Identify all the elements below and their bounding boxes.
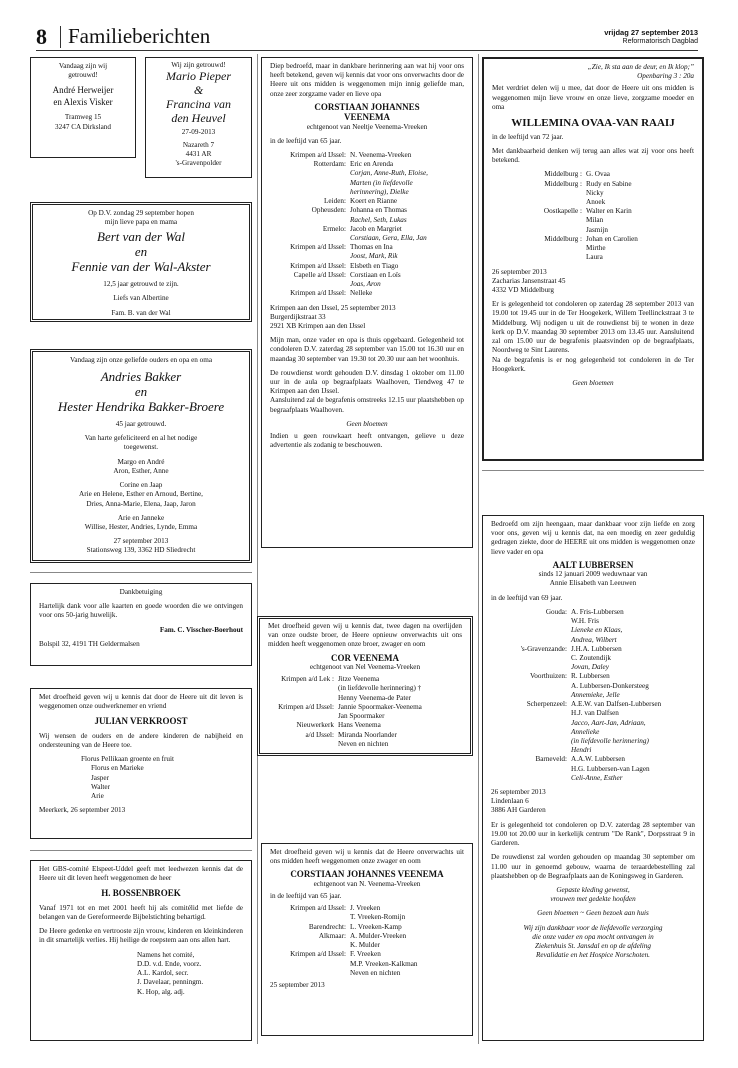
- deceased-name: VEENEMA: [343, 112, 390, 123]
- address-line: Zacharias Jansenstraat 45: [492, 276, 566, 285]
- deceased-name: AALT LUBBERSEN: [552, 559, 634, 570]
- marriage-announcement-pieper: [145, 57, 252, 178]
- couple-name: Francina van: [166, 96, 231, 111]
- ad-text: Met verdriet delen wij u mee, dat door de Heere uit ons midden is weggenomen mijn lieve vrouw en onze lieve, zorgzame moeder en oma: [492, 84, 694, 111]
- family-names: R. Lubbersen A. Lubbersen-Donkersteeg: [571, 672, 649, 690]
- family-names: Corstiaan en Loïs: [350, 270, 401, 279]
- family-names: Rudy en Sabine Nicky Anoek: [586, 179, 632, 207]
- family-member-group: [571, 672, 695, 700]
- thanks-note: die onze vader en opa mocht ontvangen in: [532, 932, 654, 941]
- bible-reference: Openbaring 3 : 20a: [637, 72, 694, 81]
- family-member-group: [571, 608, 695, 645]
- family-names: Thomas en Ina: [350, 243, 393, 252]
- family-member-group: [350, 243, 464, 261]
- thank-you-notice-visscher: [30, 583, 252, 666]
- family-member-group: [338, 703, 462, 721]
- family-place: Nieuwerkerk a/d IJssel:: [296, 721, 334, 739]
- family-names: J. Vreeken T. Vreeken-Romijn: [350, 904, 406, 922]
- age-line: in de leeftijd van 69 jaar.: [491, 593, 563, 602]
- ad-text: De rouwdienst zal worden gehouden op maandag 30 september om 11.00 uur in genoemd gebouw, waarna de teraardebestelling zal plaatshebben op de Begraafplaats aan de Koningsweg in Garderen.: [491, 853, 695, 880]
- family-list: [492, 170, 694, 262]
- couple-name: Fennie van der Wal-Akster: [71, 259, 211, 275]
- family-member-group: [350, 923, 464, 932]
- conjunction: en: [134, 244, 148, 260]
- flowers-note: Geen bloemen: [346, 419, 388, 428]
- death-notice-cor-veenema: [257, 616, 473, 756]
- family-place: Krimpen a/d IJssel:: [278, 702, 334, 711]
- address-line: 's-Gravenpolder: [175, 159, 222, 168]
- ad-text: Hartelijk dank voor alle kaarten en goede woorden die we ontvingen voor ons 50-jarig huwelijk.: [39, 602, 243, 620]
- address-line: Nazareth 7: [182, 140, 215, 149]
- place-date: Krimpen aan den IJssel, 25 september 2013: [270, 303, 396, 312]
- family-member-group: [350, 950, 464, 978]
- death-notice-veenema-family: [261, 57, 473, 548]
- marriage-announcement-herweijer: [30, 57, 136, 158]
- deceased-name: COR VEENEMA: [330, 652, 400, 663]
- address-line: Stationsweg 139, 3362 HD Sliedrecht: [86, 546, 196, 555]
- death-notice-veenema-in-laws: [261, 843, 473, 1036]
- family-member-group: [338, 721, 462, 749]
- thanks-note: Wij zijn dankbaar voor de liefdevolle verzorging: [523, 923, 663, 932]
- family-names: A. Mulder-Vreeken K. Mulder: [350, 931, 407, 950]
- ad-text: Wij zijn getrouwd!: [171, 61, 226, 69]
- family-names: A.E.W. van Dalfsen-Lubbersen H.J. van Dalfsen: [571, 700, 662, 718]
- ad-date: 26 september 2013: [491, 788, 546, 797]
- ad-text: Er is gelegenheid tot condoleren op zaterdag 28 september 2013 van 19.00 tot 19.45 uur in de Ter Hoogekerk, Willem Teellinckstraat 3 te Middelburg. Wij nodigen u uit de rouwdienst bij te wonen in deze kerk op D.V. maandag 30 september 2013 om 13.45 uur. Aansluitend zal om 15.00 uur de begrafenis plaatsvinden op de begraafplaats, Noordweg te Sint Laurens.: [492, 300, 694, 355]
- ad-date: 26 september 2013: [492, 267, 547, 276]
- ad-text: Met dankbaarheid denken wij terug aan alles wat zij voor ons heeft betekend.: [492, 146, 694, 165]
- family-names: Walter en Karin Milan Jasmijn: [586, 207, 632, 234]
- flowers-note: Geen bloemen ~ Geen bezoek aan huis: [537, 909, 649, 918]
- address-line: Bolspil 32, 4191 TH Geldermalsen: [39, 639, 140, 648]
- family-place: Middelburg :: [544, 170, 582, 179]
- address-line: Lindenlaan 6: [491, 797, 529, 806]
- signature: Florus en Marieke: [91, 764, 144, 773]
- family-names: Johanna en Thomas: [350, 206, 407, 215]
- address-line: 4332 VD Middelburg: [492, 286, 555, 295]
- death-notice-lubbersen: [482, 515, 704, 1041]
- family-names: Johan en Carolien Mirthe Laura: [586, 234, 638, 262]
- family-line: Arie en Janneke: [117, 513, 165, 522]
- family-member-group: [338, 675, 462, 703]
- section-rule: [30, 850, 252, 851]
- spouse-line: echtgenoot van Neeltje Veenema-Vreeken: [306, 122, 428, 131]
- family-member-group: [350, 904, 464, 922]
- deceased-name: CORSTIAAN JOHANNES: [314, 101, 420, 112]
- ad-text: Met droefheid geven wij u kennis dat, twee dagen na overlijden van onze oudste broer, de Heere opnieuw onverwachts uit ons midden heeft weggenomen onze broer, zwager en oom: [268, 622, 462, 649]
- family-place: Gouda:: [545, 607, 567, 616]
- signature: Florus Pellikaan groente en fruit: [81, 755, 175, 764]
- family-names: A. Fris-Lubbersen W.H. Fris: [571, 607, 624, 626]
- signature: J. Davelaar, penningm.: [137, 978, 204, 987]
- couple-name: en Alexis Visker: [53, 96, 113, 107]
- anniversary-announcement-bakker: [30, 349, 252, 563]
- family-place: Alkmaar:: [318, 931, 346, 940]
- grandchildren-names: Celi-Anne, Esther: [571, 773, 623, 782]
- family-place: Krimpen a/d IJssel:: [290, 950, 346, 959]
- family-line: Margo en André: [117, 457, 165, 466]
- family-names: Koert en Rianne: [350, 197, 398, 206]
- family-member-group: [586, 207, 694, 235]
- deceased-name: CORSTIAAN JOHANNES VEENEMA: [290, 869, 444, 880]
- ad-text: Vandaag zijn onze geliefde ouders en opa en oma: [69, 356, 213, 364]
- ad-text: getrouwd!: [68, 71, 98, 80]
- family-member-group: [350, 160, 464, 197]
- signature: Namens het comité,: [137, 950, 195, 959]
- column-rule: [478, 54, 479, 1044]
- ad-date: 25 september 2013: [270, 980, 325, 989]
- family-member-group: [350, 151, 464, 160]
- family-place: Capelle a/d IJssel:: [293, 270, 346, 279]
- widower-line: sinds 12 januari 2009 weduwnaar van: [538, 570, 648, 579]
- family-names: J.H.A. Lubbersen C. Zoutendijk: [571, 644, 622, 662]
- family-place: Krimpen a/d Lek :: [281, 675, 334, 684]
- family-names: Jacob en Margriet: [350, 224, 402, 233]
- family-names: G. Ovaa: [586, 170, 610, 179]
- ad-text: Vandaag zijn wij: [58, 62, 108, 70]
- family-place: Rotterdam:: [313, 160, 346, 169]
- family-place: Leiden:: [324, 197, 346, 206]
- deceased-name: JULIAN VERKROOST: [94, 716, 188, 727]
- age-line: in de leeftijd van 65 jaar.: [270, 136, 342, 145]
- thanks-note: Revalidatie en het Hospice Norschoten.: [536, 951, 650, 960]
- family-line: Dries, Anna-Marie, Elena, Jaap, Jaron: [86, 499, 196, 508]
- ad-text: 45 jaar getrouwd.: [115, 420, 167, 429]
- signature: K. Hop, alg. adj.: [137, 987, 185, 996]
- ad-text: Vanaf 1971 tot en met 2001 heeft hij als comitélid met liefde de belangen van de Gereformeerde Bijbelstichting behartigd.: [39, 903, 243, 921]
- deceased-name: H. BOSSENBROEK: [101, 888, 181, 899]
- family-member-group: [571, 700, 695, 755]
- signature: Walter: [91, 782, 110, 791]
- signature: Fam. B. van der Wal: [111, 308, 171, 317]
- family-list: [270, 904, 464, 978]
- family-list: [270, 151, 464, 299]
- thanks-note: Ziekenhuis St. Jansdal en op de afdeling: [535, 942, 651, 951]
- signature: Arie: [91, 792, 104, 801]
- address-line: 2921 XB Krimpen aan den IJssel: [270, 321, 366, 330]
- family-place: Opheusden:: [311, 206, 346, 215]
- ad-text: Wij wensen de ouders en de andere kinderen de nabijheid en ondersteuning van de Heere toe.: [39, 731, 243, 749]
- newspaper-name: Reformatorisch Dagblad: [622, 38, 698, 45]
- section-rule: [30, 572, 252, 573]
- ad-text: Mijn man, onze vader en opa is thuis opgebaard. Gelegenheid tot condoleren D.V. zaterdag 28 september van 15.00 tot 16.30 uur en maandag 30 september van 19.30 tot 20.30 uur aan het woonhuis.: [270, 336, 464, 363]
- issue-date: vrijdag 27 september 2013: [604, 28, 698, 37]
- family-names: Jitze Veenema (in liefdevolle herinnering) † Henny Veenema-de Pater: [338, 675, 422, 702]
- address-line: Verlengde Kerkweg 15, 8085 BL Doornspijk: [76, 317, 206, 322]
- spouse-line: echtgenoot van Nel Veenema-Vreeken: [309, 663, 421, 671]
- address-line: 3247 CA Dirksland: [55, 122, 111, 131]
- ad-text: 12,5 jaar getrouwd te zijn.: [103, 280, 179, 289]
- deceased-name: WILLEMINA OVAA-VAN RAAIJ: [511, 117, 675, 130]
- grandchildren-names: Joas, Aron: [350, 280, 381, 289]
- family-line: Aron, Esther, Anne: [113, 466, 169, 475]
- widower-line: Annie Elisabeth van Leeuwen: [549, 579, 637, 588]
- family-names: N. Veenema-Vreeken: [350, 151, 412, 159]
- family-place: Krimpen a/d IJssel:: [290, 904, 346, 913]
- grandchildren-names: Jacco, Aart-Jan, Adriaan, Annelieke (in liefdevolle herinnering) Hendri: [571, 718, 649, 755]
- couple-name: den Heuvel: [171, 110, 226, 125]
- ad-text: Diep bedroefd, maar in dankbare herinnering aan wat hij voor ons heeft betekend, geven wij kennis dat voor ons onverwachts door de Heere uit ons midden is weggenomen mijn innig geliefde man, onze zeer zorgzame vader en lieve opa: [270, 62, 464, 98]
- section-title: Familieberichten: [68, 24, 211, 48]
- family-list: [491, 608, 695, 783]
- anniversary-announcement-van-der-wal: [30, 202, 252, 322]
- ad-heading: Dankbetuiging: [119, 588, 163, 596]
- ad-text: Liefs van Albertine: [113, 294, 169, 303]
- family-place: Ermelo:: [322, 224, 346, 233]
- age-line: in de leeftijd van 65 jaar.: [270, 892, 342, 900]
- family-line: Corine en Jaap: [119, 481, 163, 490]
- family-place: Krimpen a/d IJssel:: [290, 151, 346, 159]
- family-names: L. Vreeken-Kamp: [350, 922, 402, 931]
- family-place: Barneveld:: [535, 755, 567, 764]
- ad-text: Er is gelegenheid tot condoleren op D.V. zaterdag 28 september van 19.00 tot 20.00 uur in kerkelijk centrum "De Rank", Dorpsstraat 9 in Garderen.: [491, 820, 695, 848]
- ad-text: Met droefheid geven wij u kennis dat door de Heere uit dit leven is weggenomen onze oudwerknemer en vriend: [39, 693, 243, 711]
- ad-text: Het GBS-comité Elspeet-Uddel geeft met leedwezen kennis dat de Heere uit dit leven heeft weggenomen de heer: [39, 865, 243, 883]
- couple-name: Andries Bakker: [100, 369, 182, 385]
- family-member-group: [586, 235, 694, 263]
- family-member-group: [350, 197, 464, 206]
- age-line: in de leeftijd van 72 jaar.: [492, 132, 564, 141]
- family-place: Barendrecht:: [308, 922, 346, 931]
- address-line: Tramweg 15: [64, 113, 102, 122]
- grandchildren-names: Annemieke, Jelle: [571, 690, 620, 699]
- family-member-group: [571, 645, 695, 673]
- column-rule: [257, 54, 258, 1044]
- bible-quote: „Zie, Ik sta aan de deur, en Ik klop;”: [587, 63, 694, 71]
- signature: Fam. C. Visscher-Boerhout: [159, 625, 243, 634]
- family-names: Nelleke: [350, 289, 373, 298]
- family-member-group: [350, 225, 464, 243]
- family-member-group: [350, 932, 464, 950]
- grandchildren-names: Corjan, Anne-Ruth, Eloise, Marten (in liefdevolle herinnering), Dielke: [350, 169, 428, 196]
- family-place: 's-Gravenzande:: [520, 644, 567, 653]
- family-place: Oostkapelle :: [543, 207, 582, 216]
- flowers-note: Geen bloemen: [572, 378, 614, 387]
- family-member-group: [350, 262, 464, 271]
- family-place: Scherpenzeel:: [526, 700, 567, 709]
- family-place: Krimpen a/d IJssel:: [290, 261, 346, 270]
- couple-name: Bert van der Wal: [97, 229, 185, 245]
- family-names: Hans Veenema Miranda Noorlander Neven en nichten: [338, 721, 397, 748]
- family-member-group: [350, 289, 464, 298]
- page-number: 8: [36, 24, 47, 49]
- family-member-group: [586, 180, 694, 208]
- couple-name: André Herweijer: [52, 85, 114, 96]
- ad-text: toegewenst.: [123, 443, 159, 452]
- family-names: Jannie Spoormaker-Veenema Jan Spoormaker: [338, 702, 422, 721]
- family-place: Middelburg :: [544, 234, 582, 243]
- grandchildren-names: Rachel, Seth, Lukas: [350, 215, 407, 224]
- family-place: Middelburg :: [544, 179, 582, 188]
- family-place: Krimpen a/d IJssel:: [290, 289, 346, 298]
- ad-text: Met droefheid geven wij u kennis dat de Heere onverwachts uit ons midden heeft weggenomen onze zwager en oom: [270, 848, 464, 866]
- ad-date: 27 september 2013: [113, 537, 169, 546]
- ad-text: Op D.V. zondag 29 september hopen: [88, 209, 194, 217]
- ad-text: De Heere gedenke en vertrooste zijn vrouw, kinderen en kleinkinderen in dit smartelijk verlies. Hij heilige de roepstem aan ons allen hart.: [39, 927, 243, 945]
- header-rule: [36, 50, 698, 51]
- family-names: Eric en Arenda: [350, 160, 394, 169]
- family-place: Krimpen a/d IJssel:: [290, 243, 346, 252]
- death-notice-verkroost: [30, 688, 252, 839]
- family-names: A.A.W. Lubbersen H.G. Lubbersen-van Lagen: [571, 755, 650, 773]
- family-member-group: [571, 755, 695, 783]
- ad-text: Van harte gefeliciteerd en al het nodige: [84, 434, 198, 443]
- death-notice-ovaa-van-raaij: [482, 57, 704, 461]
- address-line: 3886 AH Garderen: [491, 806, 546, 815]
- family-names: F. Vreeken M.P. Vreeken-Kalkman Neven en nichten: [350, 950, 418, 977]
- signature: D.D. v.d. Ende, voorz.: [137, 959, 202, 968]
- section-rule: [482, 470, 704, 471]
- address-line: Burgerdijkstraat 33: [270, 312, 326, 321]
- ad-text: Aansluitend zal de begrafenis omstreeks 12.15 uur plaatshebben op begraafplaats Waalhoven.: [270, 396, 464, 414]
- couple-name: Mario Pieper: [166, 69, 231, 84]
- dress-note: Gepaste kleding gewenst,: [556, 886, 630, 894]
- ampersand: &: [193, 83, 204, 98]
- family-line: Arie en Helene, Esther en Arnoud, Bertine,: [79, 490, 203, 499]
- family-member-group: [586, 170, 694, 179]
- ad-text: mijn lieve papa en mama: [104, 218, 178, 227]
- conjunction: en: [134, 384, 148, 400]
- couple-name: Hester Hendrika Bakker-Broere: [57, 399, 225, 415]
- grandchildren-names: Corstiaan, Gera, Ella, Jan: [350, 233, 427, 242]
- spouse-line: echtgenoot van N. Veenema-Vreeken: [313, 879, 421, 888]
- family-list: [268, 675, 462, 749]
- family-place: Voorthuizen:: [530, 672, 567, 681]
- death-notice-bossenbroek: [30, 860, 252, 1041]
- signature: A.L. Kardol, secr.: [137, 969, 189, 978]
- family-line: Willise, Hester, Andries, Lynde, Emma: [84, 523, 198, 531]
- family-names: Elsbeth en Tiago: [350, 261, 399, 270]
- ad-text: Indien u geen rouwkaart heeft ontvangen, gelieve u deze advertentie als zodanig te beschouwen.: [270, 432, 464, 450]
- ad-text: Bedroefd om zijn heengaan, maar dankbaar voor zijn liefde en zorg voor ons, geven wij u kennis dat, na een moedig en zeer geduldig gedragen ziekte, door de HEERE uit ons midden is weggenomen onze lieve vader en opa: [491, 520, 695, 556]
- family-member-group: [350, 206, 464, 224]
- ad-text: Na de begrafenis is er nog gelegenheid tot condoleren in de Ter Hoogekerk.: [492, 355, 694, 373]
- ad-text: De rouwdienst wordt gehouden D.V. dinsdag 1 oktober om 11.00 uur in de aula op begraafplaats Waalhoven, Tiendweg 47 te Krimpen aan den IJssel.: [270, 368, 464, 396]
- grandchildren-names: Joost, Mark, Rik: [350, 252, 398, 261]
- wedding-date: 27-09-2013: [181, 128, 216, 137]
- family-member-group: [350, 271, 464, 289]
- signature: Jasper: [91, 773, 109, 782]
- dress-note: vrouwen met gedekte hoofden: [550, 895, 636, 904]
- address-line: 4431 AR: [185, 149, 212, 158]
- grandchildren-names: Jovan, Daley: [571, 663, 609, 672]
- grandchildren-names: Lieneke en Klaas, Andrea, Wilbert: [571, 626, 623, 644]
- header-divider: [60, 26, 61, 48]
- place-date: Meerkerk, 26 september 2013: [39, 806, 126, 815]
